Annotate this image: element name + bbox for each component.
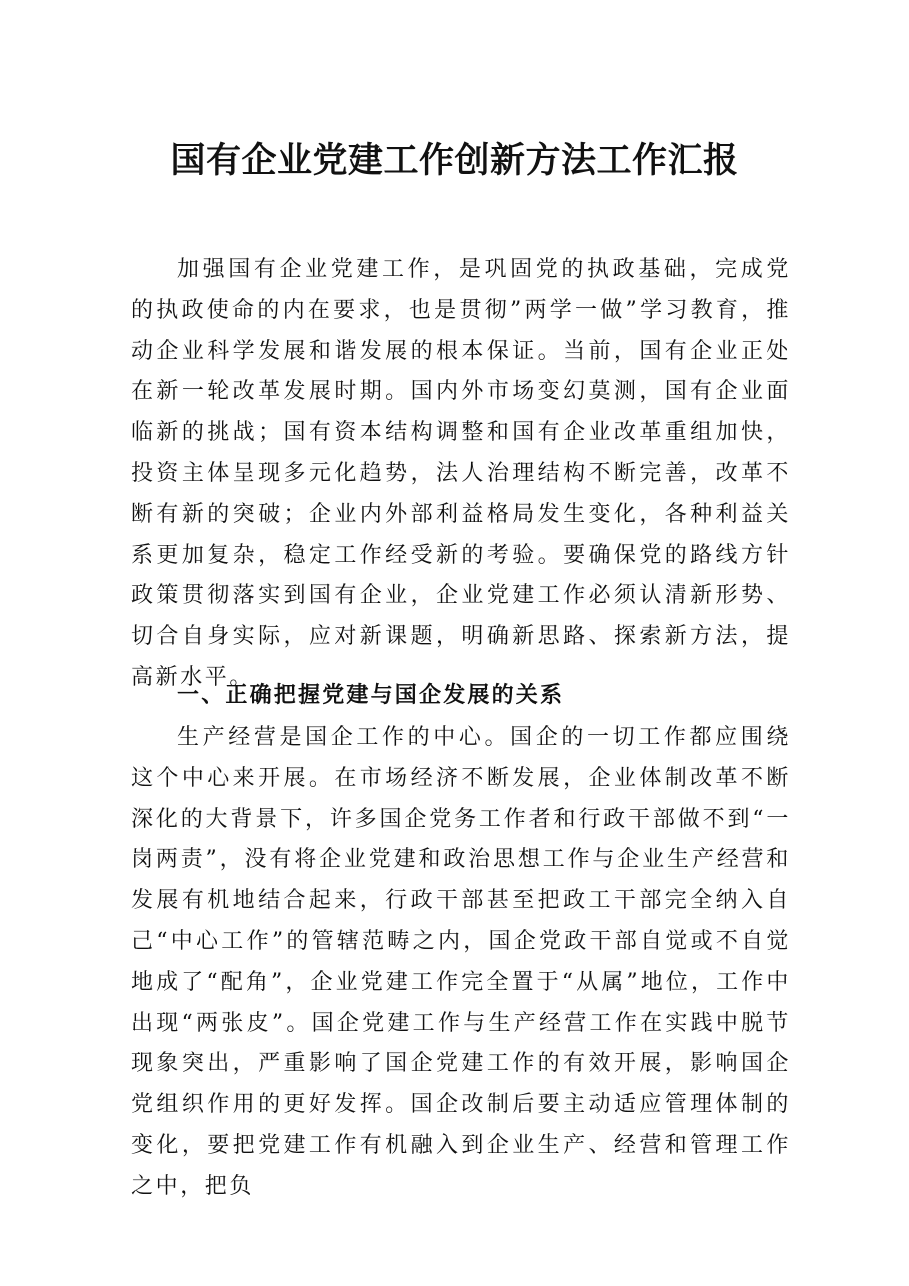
paragraph-intro: 加强国有企业党建工作，是巩固党的执政基础，完成党的执政使命的内在要求，也是贯彻”两学一做”学习教育，推动企业科学发展和谐发展的根本保证。当前，国有企业正处在新一轮改革发展时期。国内外市场变幻莫测，国有企业面临新的挑战；国有资本结构调整和国有企业改革重组加快，投资主体呈现多元化趋势，法人治理结构不断完善，改革不断有新的突破；企业内外部利益格局发生变化，各种利益关系更加复杂，稳定工作经受新的考验。要确保党的路线方针政策贯彻落实到国有企业，企业党建工作必须认清新形势、切合自身实际，应对新课题，明确新思路、探索新方法，提高新水平。 bbox=[131, 257, 791, 690]
document-title: 国有企业党建工作创新方法工作汇报 bbox=[170, 140, 739, 181]
section-heading-1: 一、正确把握党建与国企发展的关系 bbox=[177, 683, 565, 708]
paragraph-section-1: 生产经营是国企工作的中心。国企的一切工作都应围绕这个中心来开展。在市场经济不断发展，企业体制改革不断深化的大背景下，许多国企党务工作者和行政干部做不到“一岗两责”，没有将企业党建和政治思想工作与企业生产经营和发展有机地结合起来，行政干部甚至把政工干部完全纳入自己“中心工作”的管辖范畴之内，国企党政干部自觉或不自觉地成了“配角”，企业党建工作完全置于“从属”地位，工作中出现“两张皮”。国企党建工作与生产经营工作在实践中脱节现象突出，严重影响了国企党建工作的有效开展，影响国企党组织作用的更好发挥。国企改制后要主动适应管理体制的变化，要把党建工作有机融入到企业生产、经营和管理工作之中，把负 bbox=[131, 725, 791, 1199]
